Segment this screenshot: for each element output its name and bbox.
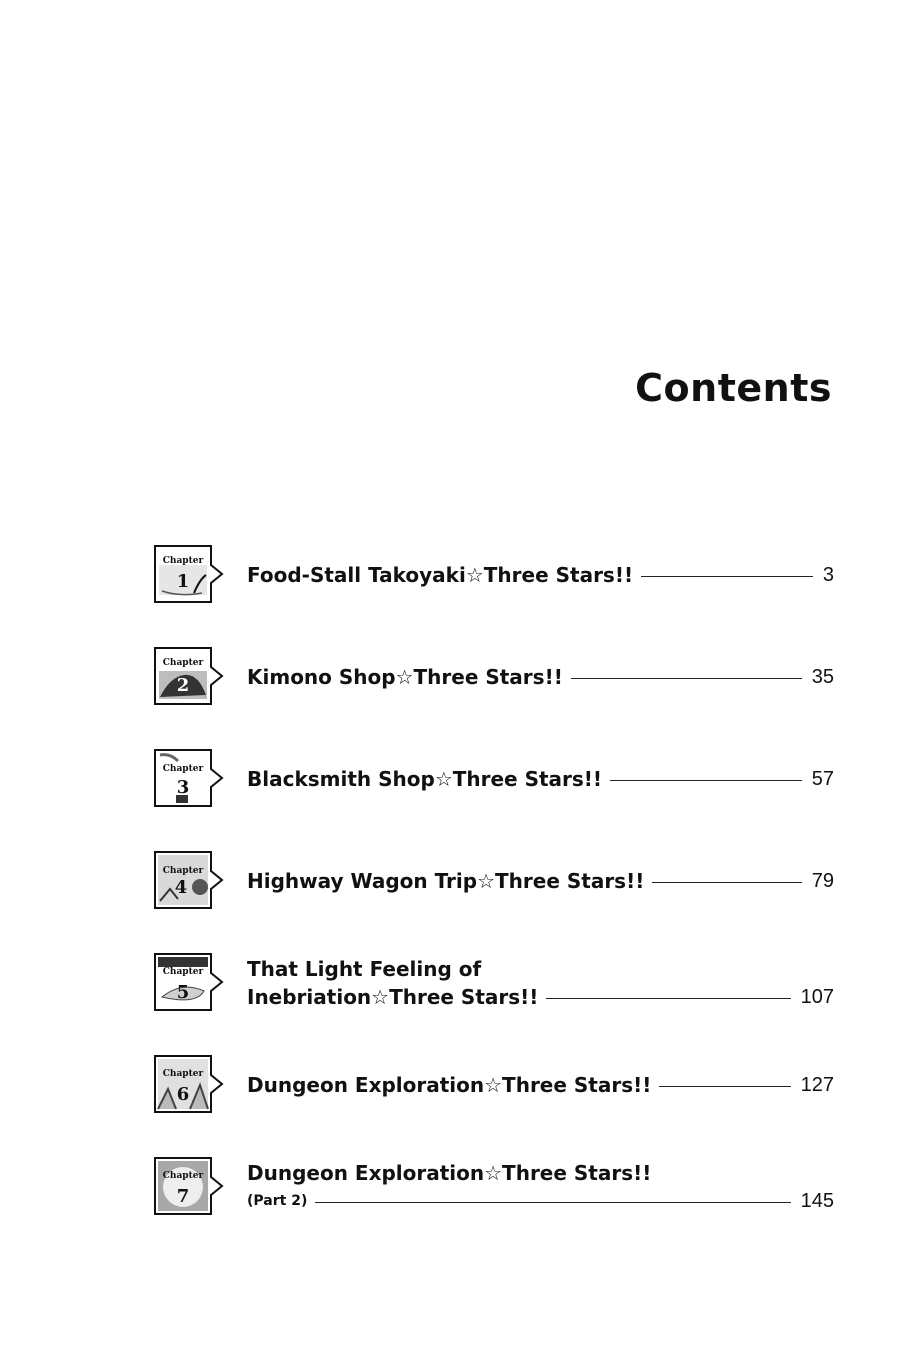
- chapter-badge-label: Chapter: [162, 556, 204, 566]
- page-number: 79: [811, 870, 834, 892]
- chapter-badge-7: [154, 1157, 224, 1215]
- chapter-title: Dungeon Exploration☆Three Stars!!: [247, 1161, 652, 1185]
- chapter-badge-number: 7: [176, 1186, 190, 1207]
- page-number: 57: [811, 768, 834, 790]
- chapter-subtitle: (Part 2): [247, 1193, 308, 1209]
- page-title: Contents: [635, 366, 832, 410]
- chapter-badge-6: [154, 1055, 224, 1113]
- leader-line: [571, 678, 802, 679]
- chapter-badge-number: 6: [176, 1084, 190, 1105]
- chapter-badge-5: [154, 953, 224, 1011]
- chapter-title-line-1: That Light Feeling of: [247, 957, 482, 981]
- chapter-title: Food-Stall Takoyaki☆Three Stars!!: [247, 563, 634, 587]
- chapter-title: Kimono Shop☆Three Stars!!: [247, 665, 563, 689]
- chapter-badge-label: Chapter: [162, 967, 204, 977]
- page-number: 3: [822, 564, 834, 586]
- chapter-badge-4: [154, 851, 224, 909]
- page-number: 127: [800, 1074, 834, 1096]
- chapter-title: Dungeon Exploration☆Three Stars!!: [247, 1073, 652, 1097]
- chapter-badge-label: Chapter: [162, 1069, 204, 1079]
- chapter-badge-number: 4: [174, 877, 188, 898]
- chapter-badge-label: Chapter: [162, 658, 204, 668]
- leader-line: [652, 882, 801, 883]
- leader-line: [659, 1086, 790, 1087]
- leader-line: [641, 576, 813, 577]
- chapter-badge-2: [154, 647, 224, 705]
- chapter-title: Highway Wagon Trip☆Three Stars!!: [247, 869, 645, 893]
- chapter-badge-label: Chapter: [162, 1171, 204, 1181]
- page-number: 107: [800, 986, 834, 1008]
- chapter-badge-1: [154, 545, 224, 603]
- page-number: 145: [800, 1190, 834, 1212]
- chapter-badge-number: 2: [176, 675, 190, 696]
- chapter-title-line-2: Inebriation☆Three Stars!!: [247, 985, 539, 1009]
- leader-line: [546, 998, 790, 999]
- chapter-badge-number: 3: [176, 777, 190, 798]
- chapter-badge-3: [154, 749, 224, 807]
- leader-line: [610, 780, 802, 781]
- chapter-badge-label: Chapter: [162, 866, 204, 876]
- chapter-badge-number: 5: [176, 982, 190, 1003]
- chapter-badge-label: Chapter: [162, 764, 204, 774]
- leader-line: [315, 1202, 790, 1203]
- chapter-badge-number: 1: [176, 571, 190, 592]
- page-number: 35: [811, 666, 834, 688]
- chapter-title: Blacksmith Shop☆Three Stars!!: [247, 767, 603, 791]
